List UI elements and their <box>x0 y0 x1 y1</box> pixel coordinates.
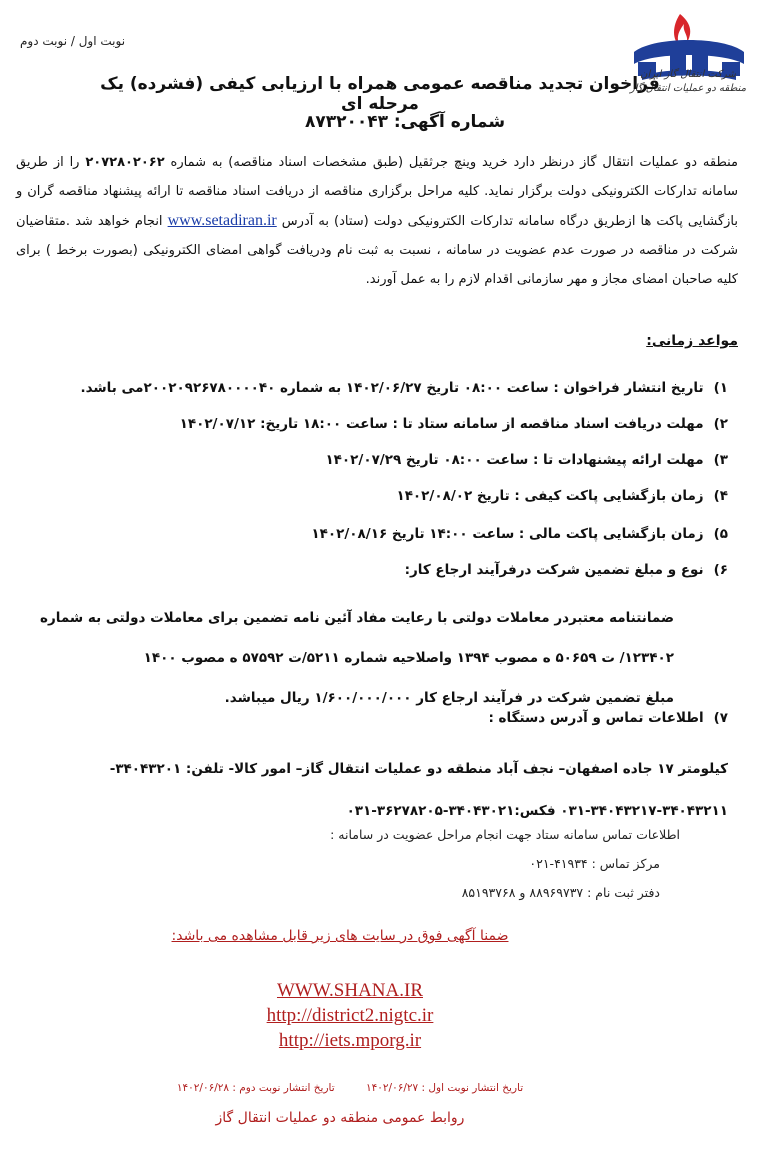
guarantee-details <box>20 598 674 718</box>
guarantee-line-3: مبلغ تضمین شرکت در فرآیند ارجاع کار ۱/۶۰۰/۰۰۰/۰۰۰ ریال میباشد. <box>224 690 674 706</box>
item-number: ۴) <box>713 488 728 504</box>
schedule-heading: مواعد زمانی: <box>646 333 738 349</box>
item-number: ۵) <box>713 526 728 542</box>
schedule-item <box>311 526 728 542</box>
item-number: ۷) <box>713 710 728 726</box>
contact-center: مرکز تماس : ۴۱۹۳۴-۰۲۱ <box>529 856 660 871</box>
item-text: زمان بازگشایی پاکت کیفی : تاریخ ۱۴۰۲/۰۸/۰۲ <box>396 488 704 504</box>
setadiran-link[interactable]: www.setadiran.ir <box>167 212 277 229</box>
sites-notice: ضمنا آگهی فوق در سایت های زیر قابل مشاهده می باشد: <box>171 928 509 944</box>
setad-contact-info <box>20 820 680 907</box>
item-number: ۳) <box>713 452 728 468</box>
item-number: ۲) <box>713 416 728 432</box>
site-links <box>200 978 500 1053</box>
body-part-1: منطقه دو عملیات انتقال گاز درنظر دارد خرید وینچ جرثقیل (طبق مشخصات اسناد مناقصه) به شماره <box>170 155 738 170</box>
publication-dates <box>130 1082 570 1094</box>
contact-intro: اطلاعات تماس سامانه ستاد جهت انجام مراحل عضویت در سامانه : <box>330 827 680 842</box>
registration-office: دفتر ثبت نام : ۸۸۹۶۹۷۳۷ و ۸۵۱۹۳۷۶۸ <box>461 885 660 900</box>
item-number: ۱) <box>713 380 728 396</box>
guarantee-line-2: ۱۲۳۴۰۲/ ت ۵۰۶۵۹ ه مصوب ۱۳۹۴ واصلاحیه شماره ۵۲۱۱/ت ۵۷۵۹۲ ه مصوب ۱۴۰۰ <box>143 650 674 666</box>
publication-round-note: نوبت اول / نوبت دوم <box>20 34 126 48</box>
body-part-2: را از طریق سامانه تدارکات الکترونیکی دولت برگزار نماید. کلیه مراحل برگزاری مناقصه از دریافت اسناد مناقصه تا ارائه پیشنهاد مناقصه گران و بازگشایی پاکت ها ازطریق درگاه سامانه تدارکات الکترونیکی دولت (ستاد) به آدرس <box>16 155 738 229</box>
item-text: مهلت ارائه پیشنهادات تا : ساعت ۰۸:۰۰ تاریخ ۱۴۰۲/۰۷/۲۹ <box>325 452 704 468</box>
item-text: تاریخ انتشار فراخوان : ساعت ۰۸:۰۰ تاریخ ۱۴۰۲/۰۶/۲۷ به شماره ۲۰۰۲۰۹۲۶۷۸۰۰۰۰۴۰می باشد. <box>80 380 704 396</box>
ad-number: شماره آگهی: ۸۷۳۲۰۰۴۳ <box>304 112 506 132</box>
item-text: اطلاعات تماس و آدرس دستگاه : <box>488 710 704 726</box>
iets-link[interactable]: http://iets.mporg.ir <box>278 1030 422 1051</box>
schedule-item <box>180 416 728 432</box>
first-publication-date: تاریخ انتشار نوبت اول : ۱۴۰۲/۰۶/۲۷ <box>365 1082 524 1094</box>
body-part-3: انجام خواهد شد .متقاضیان شرکت در مناقصه در صورت عدم عضویت در سامانه ، نسبت به ثبت نام ودریافت گواهی امضای الکترونیکی (بصورت برخط ) برای کلیه صاحبان امضای مجاز و مهر سازمانی اقدام لازم را به عمل آورند. <box>16 214 738 287</box>
logo-caption-district: منطقه دو عملیات انتقال گاز <box>629 83 747 94</box>
item-text: مهلت دریافت اسناد مناقصه از سامانه ستاد تا : ساعت ۱۸:۰۰ تاریخ: ۱۴۰۲/۰۷/۱۲ <box>179 416 704 432</box>
schedule-item <box>325 452 728 468</box>
schedule-item <box>396 488 728 504</box>
item-text: زمان بازگشایی پاکت مالی : ساعت ۱۴:۰۰ تاریخ ۱۴۰۲/۰۸/۱۶ <box>311 526 704 542</box>
logo-caption-company: شرکت انتقال گاز ایران <box>640 69 736 80</box>
schedule-item <box>80 380 728 396</box>
guarantee-line-1: ضمانتنامه معتبردر معاملات دولتی با رعایت مفاد آئین نامه تضمین برای معاملات دولتی به شماره <box>40 610 674 626</box>
tender-number: ۲۰۷۲۸۰۲۰۶۲ <box>85 155 165 170</box>
item-number: ۶) <box>713 562 728 578</box>
address-line-1: کیلومتر ۱۷ جاده اصفهان– نجف آباد منطقه دو عملیات انتقال گاز– امور کالا- تلفن: ۳۴۰۴۳۲۰۱- <box>109 761 728 777</box>
announcement-body <box>16 148 738 294</box>
item-text: نوع و مبلغ تضمین شرکت درفرآیند ارجاع کار: <box>404 562 704 578</box>
schedule-item <box>405 562 728 578</box>
public-relations-signature: روابط عمومی منطقه دو عملیات انتقال گاز <box>215 1110 465 1126</box>
second-publication-date: تاریخ انتشار نوبت دوم : ۱۴۰۲/۰۶/۲۸ <box>176 1082 335 1094</box>
address-line-2: ۰۳۱-۳۴۰۴۳۲۱۷-۳۴۰۴۳۲۱۱ فکس:۳۴۰۴۳۰۲۱-۳۶۲۷۸۲۰۵-۰۳۱ <box>346 803 728 819</box>
announcement-title: فراخوان تجدید مناقصه عمومی همراه با ارزیابی کیفی (فشرده) یک مرحله ای <box>100 74 660 114</box>
district2-link[interactable]: http://district2.nigtc.ir <box>266 1005 434 1026</box>
shana-link[interactable]: WWW.SHANA.IR <box>276 980 423 1001</box>
